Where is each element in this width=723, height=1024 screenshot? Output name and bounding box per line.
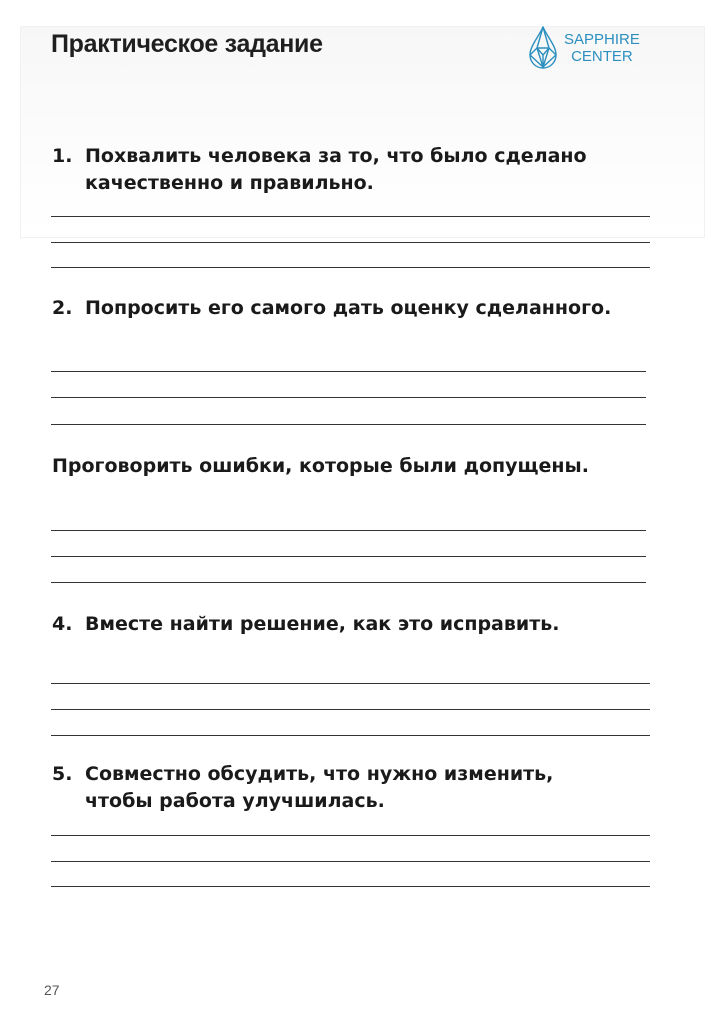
task-text-line2: чтобы работа улучшилась. (85, 790, 385, 812)
task-4 (52, 611, 559, 638)
task-5 (52, 761, 553, 815)
logo-line2: CENTER (571, 48, 633, 65)
answer-line[interactable] (51, 709, 650, 710)
answer-line[interactable] (51, 267, 650, 268)
task-text-line1: Совместно обсудить, что нужно изменить, (85, 763, 554, 785)
task-number: 1. (52, 145, 73, 167)
answer-line[interactable] (51, 424, 646, 425)
task-text-line1: Вместе найти решение, как это исправить. (85, 613, 560, 635)
page-title: Практическое задание (51, 30, 323, 58)
task-2 (52, 295, 611, 322)
answer-line[interactable] (51, 735, 650, 736)
logo-line1: SAPPHIRE (564, 31, 640, 48)
task-number: 5. (52, 763, 73, 785)
task-number: 4. (52, 613, 73, 635)
task-text-line1: Проговорить ошибки, которые были допущены. (52, 455, 589, 477)
sapphire-center-logo (526, 24, 640, 72)
task-text-line2: качественно и правильно. (85, 172, 374, 194)
answer-line[interactable] (51, 835, 650, 836)
sapphire-gem-icon (526, 24, 560, 72)
answer-line[interactable] (51, 556, 646, 557)
answer-line[interactable] (51, 582, 646, 583)
task-text-line1: Попросить его самого дать оценку сделанного. (85, 297, 612, 319)
answer-line[interactable] (51, 861, 650, 862)
answer-line[interactable] (51, 242, 650, 243)
answer-line[interactable] (51, 397, 646, 398)
answer-line[interactable] (51, 886, 650, 887)
answer-line[interactable] (51, 216, 650, 217)
task-text-line1: Похвалить человека за то, что было сделано (85, 145, 587, 167)
task-1 (52, 143, 587, 197)
task-number: 2. (52, 297, 73, 319)
task-3 (52, 453, 589, 480)
answer-line[interactable] (51, 371, 646, 372)
answer-line[interactable] (51, 530, 646, 531)
page-number: 27 (44, 982, 60, 998)
answer-line[interactable] (51, 683, 650, 684)
